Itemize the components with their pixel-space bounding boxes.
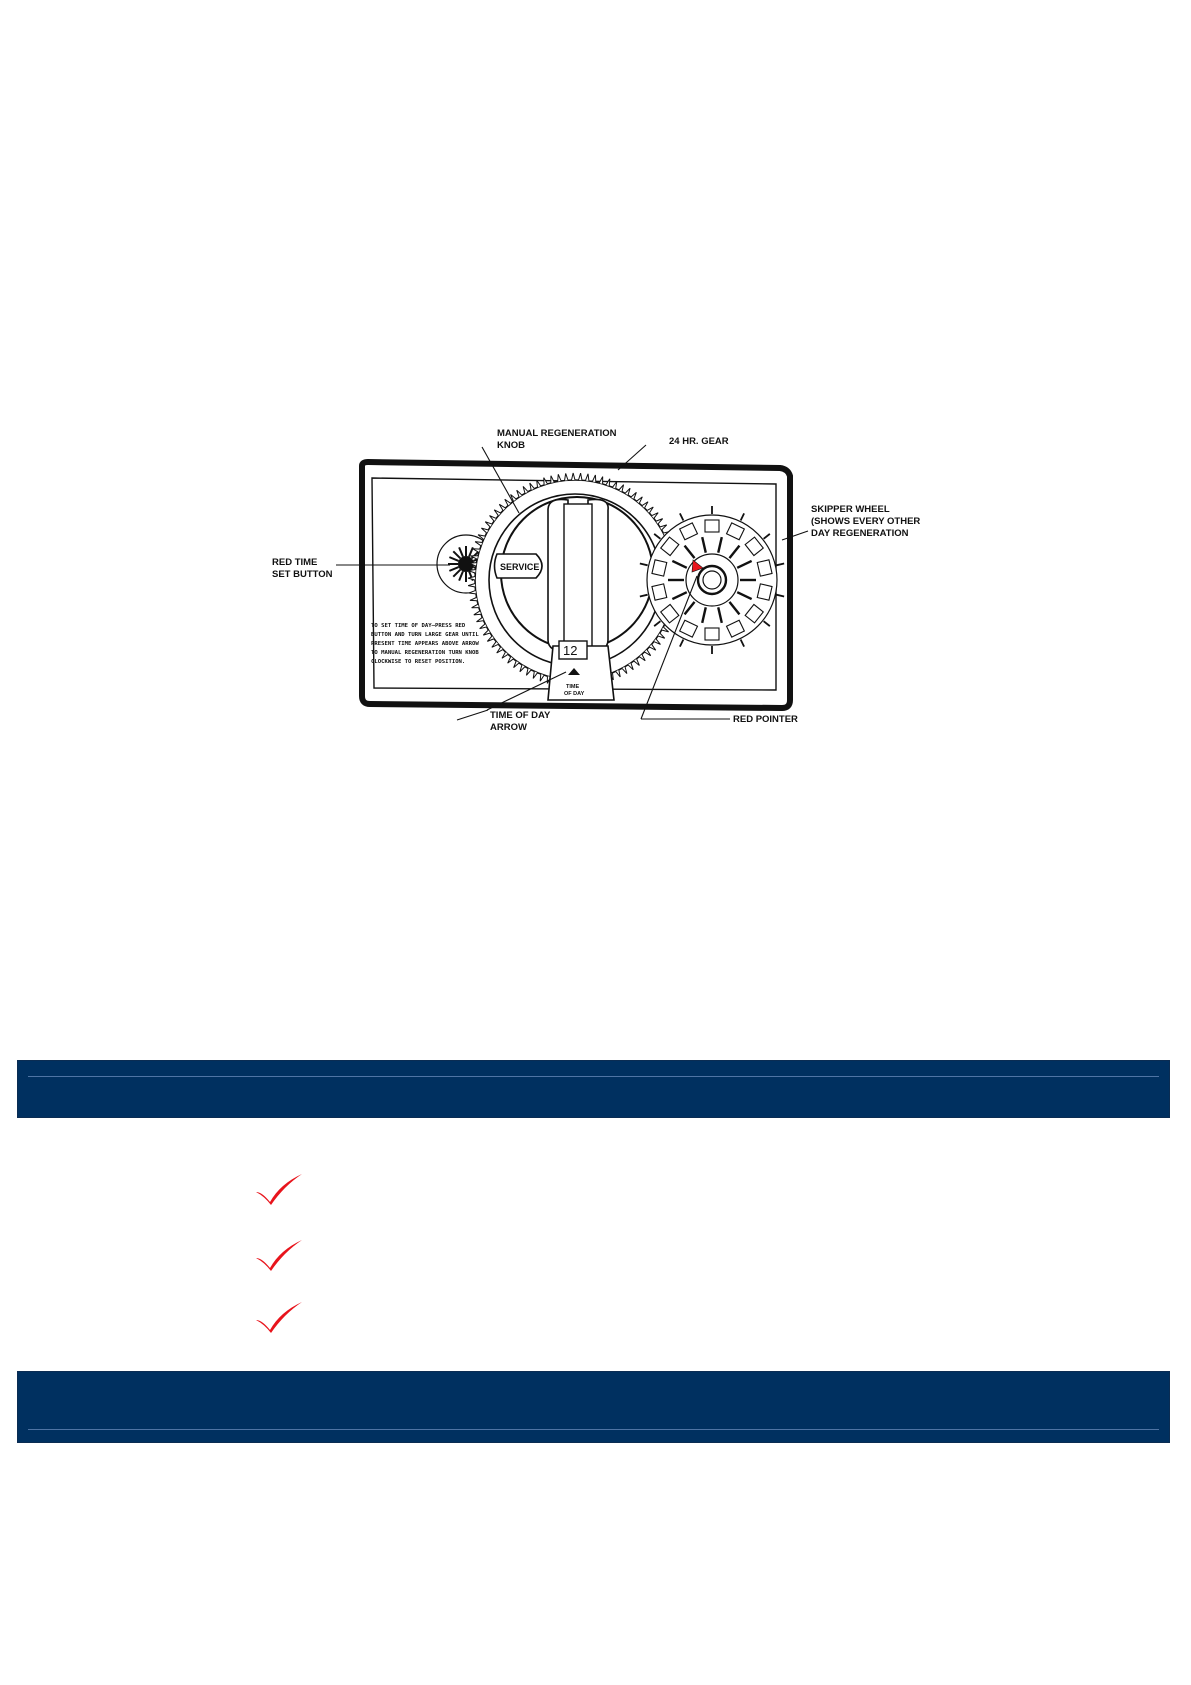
instruction-line: TO SET TIME OF DAY—PRESS RED: [371, 623, 466, 629]
section-header-band: [17, 1060, 1170, 1118]
section-footer-band: [17, 1371, 1170, 1443]
time-caption-line2: OF DAY: [564, 691, 585, 697]
gear-tooth: [599, 477, 603, 484]
check-icon: [254, 1172, 304, 1206]
check-icon: [254, 1238, 304, 1272]
gear-tooth: [472, 604, 479, 608]
service-label: SERVICE: [500, 562, 540, 572]
skipper-tick: [776, 564, 784, 566]
skipper-slot: [757, 560, 772, 576]
gear-tooth: [606, 479, 610, 486]
gear-tooth: [585, 474, 588, 481]
time-caption-line1: TIME: [566, 684, 580, 690]
label-red-pointer: RED POINTER: [733, 714, 798, 725]
gear-tooth: [474, 611, 481, 615]
skipper-slot: [652, 584, 667, 600]
skipper-tick: [680, 513, 683, 520]
gear-tooth: [540, 674, 544, 681]
label-red-time-1: RED TIME: [272, 557, 318, 568]
instruction-line: TO MANUAL REGENERATION TURN KNOB: [371, 650, 479, 656]
check-icon: [254, 1300, 304, 1334]
skipper-tick: [764, 621, 770, 626]
gear-tooth: [470, 597, 477, 600]
label-skipper-2: (SHOWS EVERY OTHER: [811, 516, 921, 527]
skipper-slot: [757, 584, 772, 600]
skipper-tick: [741, 513, 744, 520]
band-rule: [28, 1076, 1159, 1077]
gear-tooth: [578, 473, 581, 480]
time-window-value: 12: [563, 643, 578, 658]
gear-tooth: [558, 474, 561, 481]
skipper-tick: [764, 534, 770, 539]
label-time-arrow-2: ARROW: [490, 722, 527, 733]
label-skipper-3: DAY REGENERATION: [811, 528, 909, 539]
skipper-slot: [652, 560, 667, 576]
instruction-line: CLOCKWISE TO RESET POSITION.: [371, 659, 466, 665]
label-skipper-1: SKIPPER WHEEL: [811, 504, 890, 515]
gear-tooth: [551, 476, 554, 483]
instruction-line: BUTTON AND TURN LARGE GEAR UNTIL: [371, 632, 479, 638]
label-manual-knob-2: KNOB: [497, 440, 525, 451]
skipper-tick: [741, 639, 744, 646]
skipper-tick: [776, 595, 784, 597]
label-time-arrow-1: TIME OF DAY: [490, 710, 551, 721]
gear-tooth: [565, 473, 568, 480]
skipper-slot: [705, 628, 719, 640]
water-softener-timer-diagram: [253, 415, 950, 782]
band-rule: [28, 1429, 1159, 1430]
set-time-instructions: [371, 623, 479, 665]
gear-tooth: [592, 475, 595, 482]
time-of-day-window: [548, 641, 614, 700]
label-red-time-2: SET BUTTON: [272, 569, 333, 580]
label-manual-knob-1: MANUAL REGENERATION: [497, 428, 617, 439]
instruction-line: PRESENT TIME APPEARS ABOVE ARROW: [371, 641, 479, 647]
skipper-slot: [705, 520, 719, 532]
label-24hr-gear: 24 HR. GEAR: [669, 436, 729, 447]
skipper-tick: [680, 639, 683, 646]
gear-tooth: [572, 473, 575, 480]
